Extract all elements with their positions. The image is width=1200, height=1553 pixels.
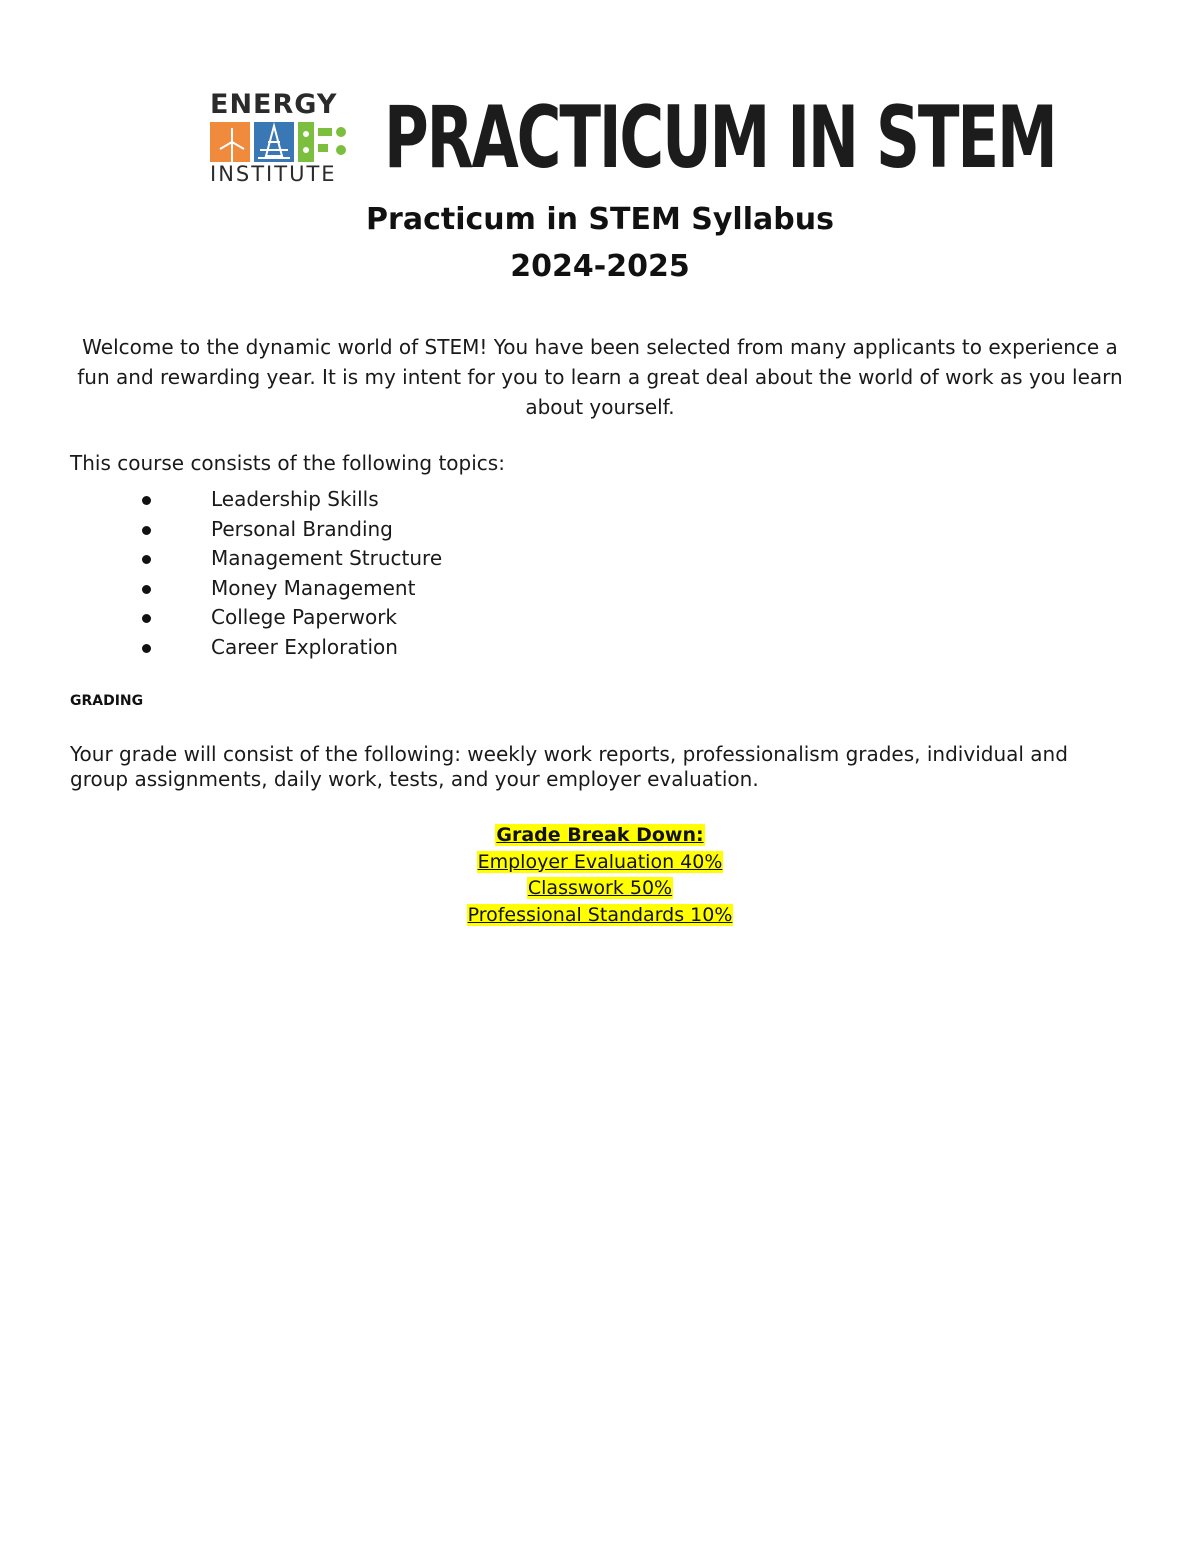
- topic-label: Management Structure: [211, 546, 443, 571]
- breakdown-item-professional-standards: Professional Standards 10%: [467, 903, 733, 926]
- grading-heading: GRADING: [70, 693, 144, 709]
- bullet-icon: [142, 585, 151, 594]
- topic-label: Leadership Skills: [211, 487, 379, 511]
- topic-label: Money Management: [211, 575, 416, 600]
- grading-paragraph: Your grade will consist of the following: weekly work reports, professionalism grades, individual and group assignments, daily work, tests, and your employer evaluation.: [70, 742, 1068, 791]
- circuit-icon: [298, 122, 346, 162]
- banner-title: PRACTICUM IN STEM: [384, 88, 1056, 188]
- logo-top-text: ENERGY: [210, 89, 338, 120]
- wind-turbine-icon: [210, 122, 250, 162]
- document-title: Practicum in STEM Syllabus: [366, 202, 834, 237]
- grade-breakdown: [0, 822, 1200, 928]
- bullet-icon: [142, 614, 151, 623]
- topics-intro: This course consists of the following topics:: [70, 451, 505, 475]
- topic-label: College Paperwork: [211, 605, 398, 630]
- topic-label: Personal Branding: [211, 516, 393, 541]
- logo-energy-icons: [210, 122, 348, 162]
- logo-bottom-text: INSTITUTE: [210, 162, 337, 186]
- school-year: 2024-2025: [510, 249, 690, 284]
- welcome-paragraph: Welcome to the dynamic world of STEM! You have been selected from many applicants to experience a fun and rewarding year. It is my intent for you to learn a great deal about the world of work as you learn about yourself.: [77, 335, 1123, 419]
- bullet-icon: [142, 555, 151, 564]
- energy-institute-logo: [208, 88, 350, 188]
- breakdown-item-classwork: Classwork 50%: [527, 877, 673, 899]
- bullet-icon: [142, 496, 151, 505]
- bullet-icon: [142, 526, 151, 535]
- topic-label: Career Exploration: [211, 634, 398, 659]
- breakdown-heading: Grade Break Down:: [496, 824, 704, 846]
- header-banner: [208, 88, 1056, 188]
- breakdown-item-employer-evaluation: Employer Evaluation 40%: [477, 850, 723, 873]
- bullet-icon: [142, 644, 151, 653]
